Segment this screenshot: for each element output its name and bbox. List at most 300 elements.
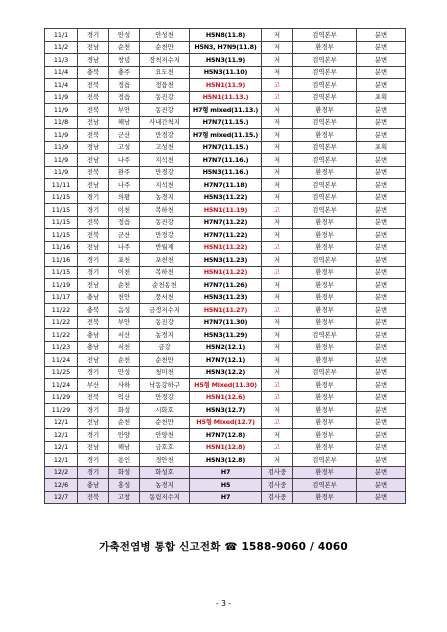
cell-sample-type: 분변 <box>357 491 406 504</box>
table-row <box>45 291 406 304</box>
cell-province: 충북 <box>78 304 109 317</box>
cell-location: 금호호 <box>140 441 190 454</box>
cell-pathogenicity: 검사중 <box>262 479 293 492</box>
table-row <box>45 316 406 329</box>
cell-city: 나주 <box>109 154 140 167</box>
cell-date: 11/19 <box>45 279 78 292</box>
cell-agency: 환경부 <box>293 441 357 454</box>
cell-province: 전남 <box>78 179 109 192</box>
cell-location: 시화호 <box>140 404 190 417</box>
cell-city: 해남 <box>109 116 140 129</box>
cell-province: 전남 <box>78 241 109 254</box>
cell-sample-type: 분변 <box>357 66 406 79</box>
cell-pathogenicity: 저 <box>262 191 293 204</box>
table-row <box>45 454 406 467</box>
cell-location: 금정저수지 <box>140 304 190 317</box>
cell-sample-type: 분변 <box>357 279 406 292</box>
cell-location: 복하천 <box>140 204 190 217</box>
cell-sample-type: 분변 <box>357 354 406 367</box>
cell-city: 순천 <box>109 416 140 429</box>
cell-province: 전북 <box>78 79 109 92</box>
cell-sample-type: 분변 <box>357 404 406 417</box>
cell-agency: 환경부 <box>293 429 357 442</box>
cell-city: 안성 <box>109 29 140 42</box>
cell-date: 11/16 <box>45 254 78 267</box>
cell-date: 11/9 <box>45 91 78 104</box>
cell-sample-type: 분변 <box>357 316 406 329</box>
cell-pathogenicity: 고 <box>262 304 293 317</box>
cell-date: 11/9 <box>45 104 78 117</box>
cell-result: H5N8(11.8) <box>190 29 262 42</box>
cell-sample-type: 분변 <box>357 229 406 242</box>
cell-sample-type: 분변 <box>357 254 406 267</box>
cell-location: 농경지 <box>140 479 190 492</box>
cell-pathogenicity: 저 <box>262 166 293 179</box>
table-row <box>45 429 406 442</box>
cell-province: 경기 <box>78 429 109 442</box>
table-row <box>45 266 406 279</box>
cell-pathogenicity: 저 <box>262 291 293 304</box>
cell-location: 지석천 <box>140 179 190 192</box>
table-row <box>45 191 406 204</box>
cell-agency: 환경부 <box>293 379 357 392</box>
cell-result: H7N7(11.15.) <box>190 116 262 129</box>
table-row <box>45 91 406 104</box>
cell-province: 충남 <box>78 341 109 354</box>
cell-agency: 검역본부 <box>293 116 357 129</box>
cell-date: 11/11 <box>45 179 78 192</box>
cell-agency: 환경부 <box>293 104 357 117</box>
cell-sample-type: 분변 <box>357 129 406 142</box>
cell-sample-type: 분변 <box>357 216 406 229</box>
cell-date: 11/9 <box>45 129 78 142</box>
cell-city: 사하 <box>109 379 140 392</box>
cell-result: H5N1(11.13.) <box>190 91 262 104</box>
cell-result: H7N7(11.26) <box>190 279 262 292</box>
cell-sample-type: 분변 <box>357 329 406 342</box>
cell-sample-type: 분변 <box>357 479 406 492</box>
cell-result: H5N3(11.22) <box>190 191 262 204</box>
cell-result: H7형 mixed(11.13.) <box>190 104 262 117</box>
cell-location: 순천동천 <box>140 279 190 292</box>
cell-date: 11/3 <box>45 54 78 67</box>
cell-result: H5N1(11.19) <box>190 204 262 217</box>
table-row <box>45 41 406 54</box>
cell-result: H5형 Mixed(12.7) <box>190 416 262 429</box>
cell-sample-type: 분변 <box>357 241 406 254</box>
cell-agency: 검역본부 <box>293 141 357 154</box>
cell-pathogenicity: 저 <box>262 366 293 379</box>
cell-city: 해남 <box>109 441 140 454</box>
cell-result: H5N1(11.27) <box>190 304 262 317</box>
cell-location: 화성호 <box>140 466 190 479</box>
cell-result: H7N7(11.16.) <box>190 154 262 167</box>
cell-sample-type: 분변 <box>357 41 406 54</box>
cell-agency: 검역본부 <box>293 54 357 67</box>
cell-location: 동진강 <box>140 104 190 117</box>
cell-result: H5N1(11.22) <box>190 266 262 279</box>
cell-agency: 검역본부 <box>293 366 357 379</box>
cell-province: 전남 <box>78 441 109 454</box>
cell-location: 정읍천 <box>140 79 190 92</box>
cell-sample-type: 분변 <box>357 204 406 217</box>
cell-sample-type: 포획 <box>357 91 406 104</box>
cell-province: 전북 <box>78 391 109 404</box>
cell-sample-type: 분변 <box>357 104 406 117</box>
cell-date: 11/15 <box>45 266 78 279</box>
cell-agency: 환경부 <box>293 391 357 404</box>
detection-table <box>44 28 406 504</box>
cell-result: H7N7(12.8) <box>190 429 262 442</box>
cell-agency: 검역본부 <box>293 179 357 192</box>
cell-location: 지석천 <box>140 154 190 167</box>
cell-date: 11/22 <box>45 329 78 342</box>
cell-agency: 환경부 <box>293 316 357 329</box>
table-row <box>45 154 406 167</box>
cell-result: H5N1(12.6) <box>190 391 262 404</box>
cell-result: H5N3(12.7) <box>190 404 262 417</box>
cell-city: 순천 <box>109 279 140 292</box>
cell-city: 충주 <box>109 66 140 79</box>
cell-date: 11/15 <box>45 229 78 242</box>
table-row <box>45 391 406 404</box>
cell-province: 전남 <box>78 154 109 167</box>
cell-city: 화성 <box>109 404 140 417</box>
cell-agency: 환경부 <box>293 41 357 54</box>
cell-date: 11/15 <box>45 204 78 217</box>
table-row <box>45 179 406 192</box>
cell-date: 11/9 <box>45 166 78 179</box>
table-row <box>45 241 406 254</box>
cell-pathogenicity: 고 <box>262 241 293 254</box>
cell-location: 경안천 <box>140 454 190 467</box>
cell-sample-type: 분변 <box>357 291 406 304</box>
cell-date: 11/4 <box>45 66 78 79</box>
cell-pathogenicity: 고 <box>262 391 293 404</box>
cell-date: 11/22 <box>45 316 78 329</box>
cell-pathogenicity: 저 <box>262 104 293 117</box>
cell-city: 포천 <box>109 254 140 267</box>
cell-pathogenicity: 저 <box>262 341 293 354</box>
table-row <box>45 229 406 242</box>
cell-sample-type: 분변 <box>357 366 406 379</box>
cell-province: 전북 <box>78 129 109 142</box>
cell-city: 화성 <box>109 466 140 479</box>
cell-province: 전북 <box>78 166 109 179</box>
cell-sample-type: 분변 <box>357 116 406 129</box>
cell-city: 나주 <box>109 179 140 192</box>
cell-sample-type: 분변 <box>357 391 406 404</box>
cell-city: 익산 <box>109 391 140 404</box>
cell-location: 순천만 <box>140 354 190 367</box>
cell-result: H7 <box>190 466 262 479</box>
cell-pathogenicity: 고 <box>262 91 293 104</box>
cell-province: 경기 <box>78 266 109 279</box>
cell-sample-type: 분변 <box>357 466 406 479</box>
cell-province: 전남 <box>78 41 109 54</box>
cell-province: 경남 <box>78 54 109 67</box>
cell-province: 전남 <box>78 279 109 292</box>
cell-date: 11/2 <box>45 41 78 54</box>
cell-location: 사내간척지 <box>140 116 190 129</box>
cell-city: 부안 <box>109 104 140 117</box>
cell-agency: 환경부 <box>293 266 357 279</box>
cell-province: 전북 <box>78 491 109 504</box>
table-row <box>45 329 406 342</box>
cell-province: 전북 <box>78 229 109 242</box>
table-row <box>45 416 406 429</box>
cell-province: 경기 <box>78 466 109 479</box>
cell-result: H5N3(11.16.) <box>190 166 262 179</box>
cell-pathogenicity: 저 <box>262 429 293 442</box>
cell-pathogenicity: 저 <box>262 354 293 367</box>
cell-result: H5N3, H7N9(11.8) <box>190 41 262 54</box>
cell-pathogenicity: 저 <box>262 179 293 192</box>
cell-result: H5N3(11.23) <box>190 254 262 267</box>
cell-location: 반월제 <box>140 241 190 254</box>
cell-date: 11/9 <box>45 141 78 154</box>
cell-agency: 환경부 <box>293 404 357 417</box>
cell-date: 11/24 <box>45 379 78 392</box>
cell-pathogenicity: 저 <box>262 54 293 67</box>
table-row <box>45 116 406 129</box>
cell-location: 만경강 <box>140 229 190 242</box>
table-row <box>45 54 406 67</box>
cell-location: 농경지 <box>140 191 190 204</box>
cell-result: H5N1(11.9) <box>190 79 262 92</box>
cell-sample-type: 분변 <box>357 266 406 279</box>
cell-sample-type: 분변 <box>357 154 406 167</box>
cell-result: H7N7(11.30) <box>190 316 262 329</box>
cell-pathogenicity: 고 <box>262 79 293 92</box>
cell-agency: 환경부 <box>293 229 357 242</box>
table-row <box>45 279 406 292</box>
cell-result: H5형 Mixed(11.30) <box>190 379 262 392</box>
cell-location: 안성천 <box>140 29 190 42</box>
cell-location: 동진강 <box>140 91 190 104</box>
table-row <box>45 166 406 179</box>
report-hotline: 가축전염병 통합 신고전화 ☎ 1588-9060 / 4060 <box>99 541 348 553</box>
cell-province: 경기 <box>78 204 109 217</box>
cell-city: 정읍 <box>109 216 140 229</box>
cell-pathogenicity: 저 <box>262 141 293 154</box>
cell-province: 충북 <box>78 66 109 79</box>
cell-province: 경기 <box>78 404 109 417</box>
cell-sample-type: 분변 <box>357 429 406 442</box>
table-row <box>45 479 406 492</box>
cell-province: 경기 <box>78 366 109 379</box>
cell-pathogenicity: 저 <box>262 66 293 79</box>
cell-pathogenicity: 저 <box>262 329 293 342</box>
cell-province: 전남 <box>78 354 109 367</box>
cell-city: 군산 <box>109 129 140 142</box>
cell-result: H7N7(11.22) <box>190 229 262 242</box>
cell-province: 경기 <box>78 454 109 467</box>
table-row <box>45 104 406 117</box>
cell-location: 풍서천 <box>140 291 190 304</box>
table-row <box>45 441 406 454</box>
cell-city: 안양 <box>109 429 140 442</box>
cell-result: H5N2(12.1) <box>190 341 262 354</box>
cell-result: H5N3(11.9) <box>190 54 262 67</box>
table-row <box>45 129 406 142</box>
table-row <box>45 466 406 479</box>
cell-date: 11/17 <box>45 291 78 304</box>
cell-sample-type: 분변 <box>357 79 406 92</box>
table-row <box>45 204 406 217</box>
table-row <box>45 29 406 42</box>
cell-city: 정읍 <box>109 91 140 104</box>
cell-agency: 검역본부 <box>293 191 357 204</box>
cell-city: 완주 <box>109 166 140 179</box>
cell-province: 전북 <box>78 91 109 104</box>
cell-province: 전북 <box>78 216 109 229</box>
cell-date: 11/24 <box>45 354 78 367</box>
cell-date: 11/1 <box>45 29 78 42</box>
cell-date: 11/15 <box>45 191 78 204</box>
cell-province: 전북 <box>78 104 109 117</box>
cell-city: 부안 <box>109 316 140 329</box>
cell-location: 포천천 <box>140 254 190 267</box>
cell-date: 12/7 <box>45 491 78 504</box>
cell-date: 11/15 <box>45 216 78 229</box>
cell-location: 고성천 <box>140 141 190 154</box>
cell-agency: 검역본부 <box>293 29 357 42</box>
cell-agency: 검역본부 <box>293 91 357 104</box>
cell-agency: 검역본부 <box>293 79 357 92</box>
cell-city: 군산 <box>109 229 140 242</box>
cell-pathogenicity: 저 <box>262 404 293 417</box>
cell-agency: 환경부 <box>293 241 357 254</box>
cell-city: 서산 <box>109 329 140 342</box>
table-row <box>45 254 406 267</box>
cell-location: 동림저수지 <box>140 491 190 504</box>
cell-city: 순천 <box>109 354 140 367</box>
cell-sample-type: 분변 <box>357 341 406 354</box>
cell-agency: 검역본부 <box>293 66 357 79</box>
cell-result: H5N3(11.23) <box>190 291 262 304</box>
cell-agency: 환경부 <box>293 304 357 317</box>
cell-date: 11/8 <box>45 116 78 129</box>
cell-city: 음성 <box>109 304 140 317</box>
cell-city: 홍성 <box>109 479 140 492</box>
cell-sample-type: 분변 <box>357 179 406 192</box>
table-row <box>45 354 406 367</box>
cell-sample-type: 분변 <box>357 29 406 42</box>
cell-location: 농경지 <box>140 329 190 342</box>
cell-location: 복하천 <box>140 266 190 279</box>
table-row <box>45 141 406 154</box>
cell-result: H7N7(11.18) <box>190 179 262 192</box>
cell-result: H5N1(12.8) <box>190 441 262 454</box>
cell-city: 이천 <box>109 266 140 279</box>
cell-date: 11/25 <box>45 366 78 379</box>
cell-location: 장척저수지 <box>140 54 190 67</box>
cell-pathogenicity: 저 <box>262 41 293 54</box>
cell-location: 만경강 <box>140 166 190 179</box>
cell-agency: 환경부 <box>293 279 357 292</box>
cell-pathogenicity: 고 <box>262 416 293 429</box>
cell-province: 전남 <box>78 416 109 429</box>
cell-location: 동진강 <box>140 216 190 229</box>
cell-result: H7N7(12.1) <box>190 354 262 367</box>
cell-agency: 환경부 <box>293 216 357 229</box>
cell-city: 순천 <box>109 41 140 54</box>
cell-result: H7 <box>190 491 262 504</box>
table-row <box>45 79 406 92</box>
table-row <box>45 66 406 79</box>
cell-location: 안양천 <box>140 429 190 442</box>
cell-date: 12/2 <box>45 466 78 479</box>
cell-result: H5 <box>190 479 262 492</box>
cell-agency: 환경부 <box>293 416 357 429</box>
cell-date: 12/1 <box>45 416 78 429</box>
cell-sample-type: 분변 <box>357 54 406 67</box>
cell-city: 고창 <box>109 491 140 504</box>
cell-agency: 검역본부 <box>293 154 357 167</box>
cell-pathogenicity: 고 <box>262 441 293 454</box>
cell-pathogenicity: 저 <box>262 454 293 467</box>
cell-province: 경기 <box>78 254 109 267</box>
cell-agency: 환경부 <box>293 129 357 142</box>
cell-date: 11/4 <box>45 79 78 92</box>
table-row <box>45 304 406 317</box>
cell-agency: 환경부 <box>293 354 357 367</box>
cell-sample-type: 분변 <box>357 454 406 467</box>
cell-agency: 환경부 <box>293 466 357 479</box>
cell-pathogenicity: 저 <box>262 229 293 242</box>
cell-agency: 검역본부 <box>293 204 357 217</box>
cell-agency: 환경부 <box>293 341 357 354</box>
cell-city: 창녕 <box>109 54 140 67</box>
cell-pathogenicity: 고 <box>262 204 293 217</box>
cell-city: 나주 <box>109 241 140 254</box>
cell-province: 경기 <box>78 29 109 42</box>
table-row <box>45 379 406 392</box>
cell-pathogenicity: 저 <box>262 279 293 292</box>
cell-date: 12/1 <box>45 429 78 442</box>
cell-location: 요도천 <box>140 66 190 79</box>
cell-province: 충남 <box>78 329 109 342</box>
cell-agency: 환경부 <box>293 166 357 179</box>
cell-date: 11/29 <box>45 404 78 417</box>
table-row <box>45 341 406 354</box>
cell-result: H5N3(11.29) <box>190 329 262 342</box>
cell-sample-type: 분변 <box>357 166 406 179</box>
cell-date: 11/29 <box>45 391 78 404</box>
cell-sample-type: 분변 <box>357 441 406 454</box>
cell-result: H5N1(11.22) <box>190 241 262 254</box>
cell-agency: 검역본부 <box>293 254 357 267</box>
cell-pathogenicity: 고 <box>262 379 293 392</box>
cell-agency: 환경부 <box>293 491 357 504</box>
cell-agency: 검역본부 <box>293 329 357 342</box>
cell-location: 청미천 <box>140 366 190 379</box>
page-number: - 3 - <box>216 599 231 608</box>
cell-result: H5N3(12.8) <box>190 454 262 467</box>
cell-pathogenicity: 저 <box>262 216 293 229</box>
cell-province: 전남 <box>78 116 109 129</box>
cell-agency: 검역본부 <box>293 479 357 492</box>
table-row <box>45 404 406 417</box>
cell-date: 11/22 <box>45 304 78 317</box>
cell-date: 12/6 <box>45 479 78 492</box>
table-row <box>45 491 406 504</box>
cell-location: 순천만 <box>140 41 190 54</box>
cell-date: 11/9 <box>45 154 78 167</box>
cell-city: 정읍 <box>109 79 140 92</box>
cell-sample-type: 분변 <box>357 191 406 204</box>
